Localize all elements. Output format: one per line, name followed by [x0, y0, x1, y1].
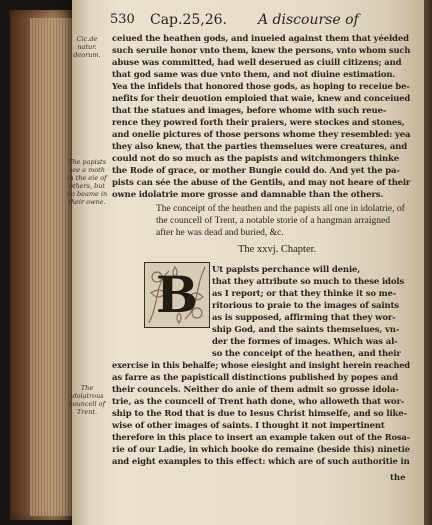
catchword: the	[390, 473, 406, 483]
text-line: rie of our Ladie, in which booke do remaine (beside this) ninetie	[112, 445, 410, 455]
drop-cap-letter: B	[155, 265, 199, 324]
text-line: as I report; or that they thinke it so me-	[212, 289, 397, 299]
text-line: Yea the infidels that honored those gods, as hoping to receiue be-	[112, 82, 410, 92]
text-line: exercise in this behalfe; whose eiesight and insight herein reached	[112, 361, 410, 371]
text-line: ship God, and the saints themselues, vn-	[212, 325, 400, 335]
margin-note-cicero: Cic.de natur. deorum.	[73, 35, 101, 59]
text-line: ceiued the heathen gods, and inueied against them that yéelded	[112, 34, 409, 44]
running-title: A discourse of	[258, 12, 359, 28]
chapter-reference: Cap.25,26.	[150, 12, 227, 28]
text-line: wise of other images of saints. I thought it not impertinent	[112, 421, 385, 431]
text-line: could not do so much as the papists and witchmongers thinke	[112, 154, 399, 164]
text-line: as farre as the papisticall distinctions published by popes and	[112, 373, 398, 383]
text-line: as is supposed, affirming that they wor-	[212, 313, 396, 323]
text-line: their councels. Neither do anie of them admit so grosse idola-	[112, 385, 399, 395]
text-line: nefits for their deuotion emploied that waie, knew and conceiued	[112, 94, 411, 104]
text-line: so the conceipt of the heathen, and their	[212, 349, 401, 359]
text-line: and eight examples to this effect: which are of such authoritie in	[112, 457, 410, 467]
text-line: that they attribute so much to these idols	[212, 277, 405, 287]
page-stack-edges	[30, 18, 78, 516]
text-line: the Rode of grace, or mother Bungie could do. And yet the pa-	[112, 166, 400, 176]
text-line: they also knew, that the parties themselues were creatures, and	[112, 142, 408, 152]
text-line: Ut papists perchance will denie,	[212, 265, 361, 275]
text-line: therefore in this place to insert an example taken out of the Rosa-	[112, 433, 410, 443]
margin-note-papists: The papists see a moth in the eie of others, but no beame in their owne.	[66, 158, 108, 206]
text-line: that god same was due vnto them, and not diuine estimation.	[112, 70, 396, 80]
text-line: der the formes of images. Which was al-	[212, 337, 398, 347]
text-line: trie, as the councell of Trent hath done, who alloweth that wor-	[112, 397, 405, 407]
text-line: rence they powred forth their praiers, were stockes and stones,	[112, 118, 405, 128]
text-line: owne idolatrie more grosse and damnable than the others.	[112, 190, 384, 200]
text-line: abuse was committed, had well deserued as ciuill citizens; and	[112, 58, 402, 68]
text-line: ritorious to praie to the images of saints	[212, 301, 399, 311]
book-page	[66, 0, 424, 525]
chapter-summary: The conceipt of the heathen and the papists all one in idolatrie, of the councell of Trent, a notable storie of a hangman arraigned after he was dead and buried, &c.	[156, 204, 405, 238]
text-line: ship to the Rod that is due to Iesus Christ himselfe, and so like-	[112, 409, 407, 419]
page-number: 530	[110, 12, 135, 27]
text-line: that the statues and images, before whome with such reue-	[112, 106, 387, 116]
text-line: such seruile honor vnto them, knew the persons, vnto whom such	[112, 46, 411, 56]
text-line: and onelie pictures of those persons whome they resembled: yea	[112, 130, 411, 140]
running-header	[110, 12, 420, 30]
text-line: pists can sée the abuse of the Gentils, and may not heare of their	[112, 178, 411, 188]
decorated-initial	[144, 262, 210, 328]
margin-note-trent: The idolatrous councell of Trent.	[69, 384, 105, 416]
chapter-heading: The xxvj. Chapter.	[238, 244, 317, 255]
